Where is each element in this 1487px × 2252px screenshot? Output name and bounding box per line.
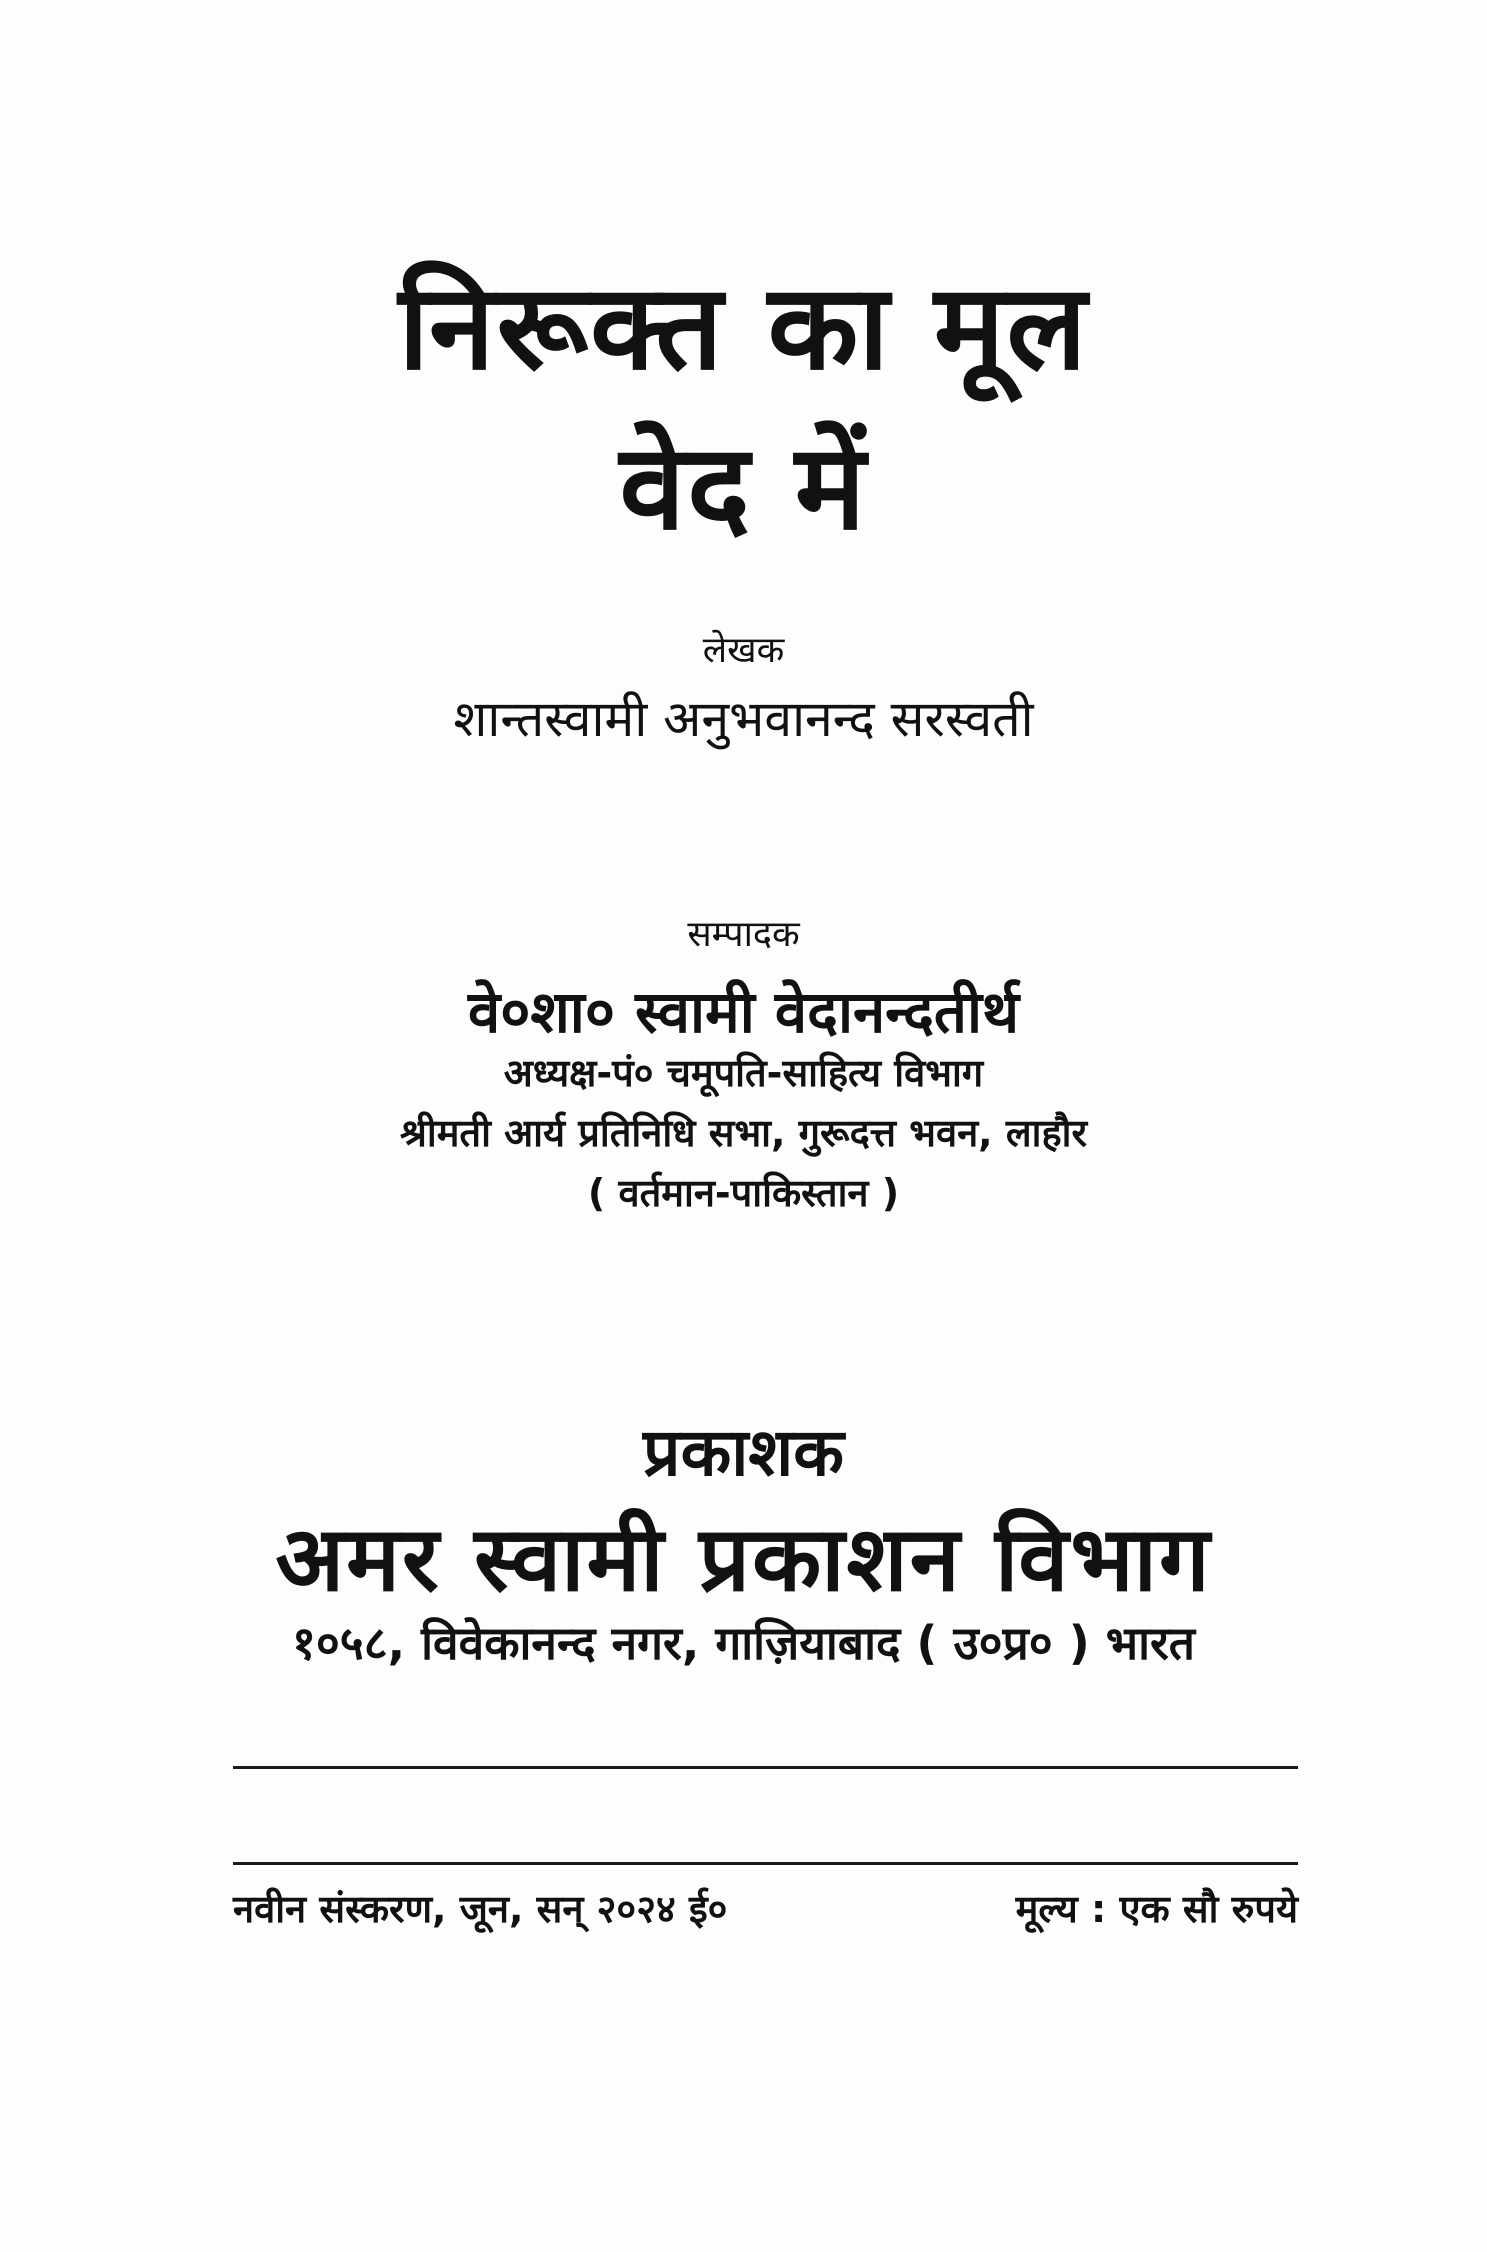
editor-name: वे०शा० स्वामी वेदानन्दतीर्थ	[467, 978, 1020, 1046]
author-label: लेखक	[702, 630, 785, 671]
editor-role: अध्यक्ष-पं० चमूपति-साहित्य विभाग	[503, 1051, 984, 1095]
author-name: शान्तस्वामी अनुभवानन्द सरस्वती	[453, 690, 1034, 748]
publisher-label: प्रकाशक	[643, 1414, 844, 1491]
publisher-address: १०५८, विवेकानन्द नगर, गाज़ियाबाद ( उ०प्र० ) भारत	[291, 1616, 1196, 1670]
edition-info: नवीन संस्करण, जून, सन् २०२४ ई०	[233, 1887, 728, 1931]
editor-label: सम्पादक	[687, 914, 800, 955]
editor-note: ( वर्तमान-पाकिस्तान )	[587, 1171, 900, 1215]
price-info: मूल्य : एक सौ रुपये	[1015, 1887, 1298, 1931]
divider-bottom	[233, 1862, 1298, 1865]
publisher-name: अमर स्वामी प्रकाशन विभाग	[275, 1507, 1212, 1612]
book-title-line-1: निरूक्त का मूल	[398, 258, 1089, 396]
divider-top	[233, 1766, 1298, 1769]
editor-organization: श्रीमती आर्य प्रतिनिधि सभा, गुरूदत्त भवन, लाहौर	[399, 1111, 1088, 1155]
book-title-line-2: वेद में	[619, 418, 868, 556]
